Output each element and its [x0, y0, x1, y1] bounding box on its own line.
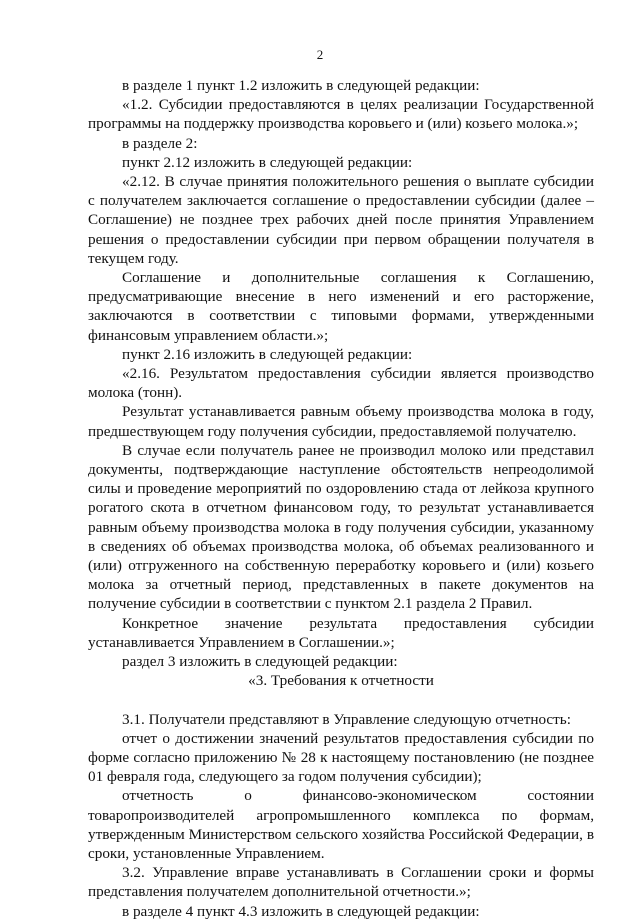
paragraph: «2.12. В случае принятия положительного решения о выплате субсидии с получателем заключается соглашение о предоставлении субсидии (далее – Соглашение) не позднее трех рабочих дней после принятия Управлением решения о предоставлении субсидии при первом обращении получателя в текущем году.: [88, 173, 594, 267]
paragraph: в разделе 4 пункт 4.3 изложить в следующей редакции:: [122, 902, 480, 920]
paragraph: в разделе 1 пункт 1.2 изложить в следующей редакции:: [122, 77, 480, 94]
paragraph: отчетность о финансово-экономическом состоянии товаропроизводителей агропромышленного комплекса по формам, утвержденным Министерством сельского хозяйства Российской Федерации, в сроки, установленные Управлением.: [88, 787, 594, 862]
paragraph: 3.2. Управление вправе устанавливать в Соглашении сроки и формы представления получателем дополнительной отчетности.»;: [88, 864, 594, 901]
paragraph: пункт 2.16 изложить в следующей редакции:: [122, 345, 413, 363]
paragraph: «1.2. Субсидии предоставляются в целях реализации Государственной программы на поддержку производства коровьего и (или) козьего молока.»;: [88, 96, 594, 133]
paragraph: Результат устанавливается равным объему производства молока в году, предшествующем году получения субсидии, предоставляемой получателю.: [88, 403, 594, 440]
paragraph: пункт 2.12 изложить в следующей редакции:: [122, 153, 413, 171]
document-body: [88, 76, 594, 921]
section-heading: «3. Требования к отчетности: [248, 672, 434, 690]
paragraph: «2.16. Результатом предоставления субсидии является производство молока (тонн).: [88, 365, 594, 402]
paragraph: отчет о достижении значений результатов предоставления субсидии по форме согласно приложению № 28 к настоящему постановлению (не позднее 01 февраля года, следующего за годом получения субсидии);: [88, 729, 594, 786]
paragraph: раздел 3 изложить в следующей редакции:: [122, 653, 398, 671]
paragraph: Соглашение и дополнительные соглашения к Соглашению, предусматривающие внесение в него изменений и его расторжение, заключаются в соответствии с типовыми формами, утвержденными финансовым управлением области.»;: [88, 269, 594, 344]
paragraph: 3.1. Получатели представляют в Управление следующую отчетность:: [122, 710, 571, 728]
page-number: 2: [316, 47, 324, 62]
paragraph: В случае если получатель ранее не производил молоко или представил документы, подтверждающие наступление обстоятельств непреодолимой силы и проведение мероприятий по оздоровлению стада от лейкоза крупного рогатого скота в отчетном финансовом году, то результат устанавливается равным объему производства молока в году получения субсидии, указанному в сведениях об объемах производства молока, об объемах реализованного и (или) отгруженного на собственную переработку коровьего и (или) козьего молока за отчетный период, представленных в пакете документов на получение субсидии в соответствии с пунктом 2.1 раздела 2 Правил.: [88, 441, 594, 613]
blank-line: [88, 691, 594, 710]
paragraph: Конкретное значение результата предоставления субсидии устанавливается Управлением в Соглашении.»;: [88, 614, 594, 651]
paragraph: в разделе 2:: [122, 134, 198, 152]
